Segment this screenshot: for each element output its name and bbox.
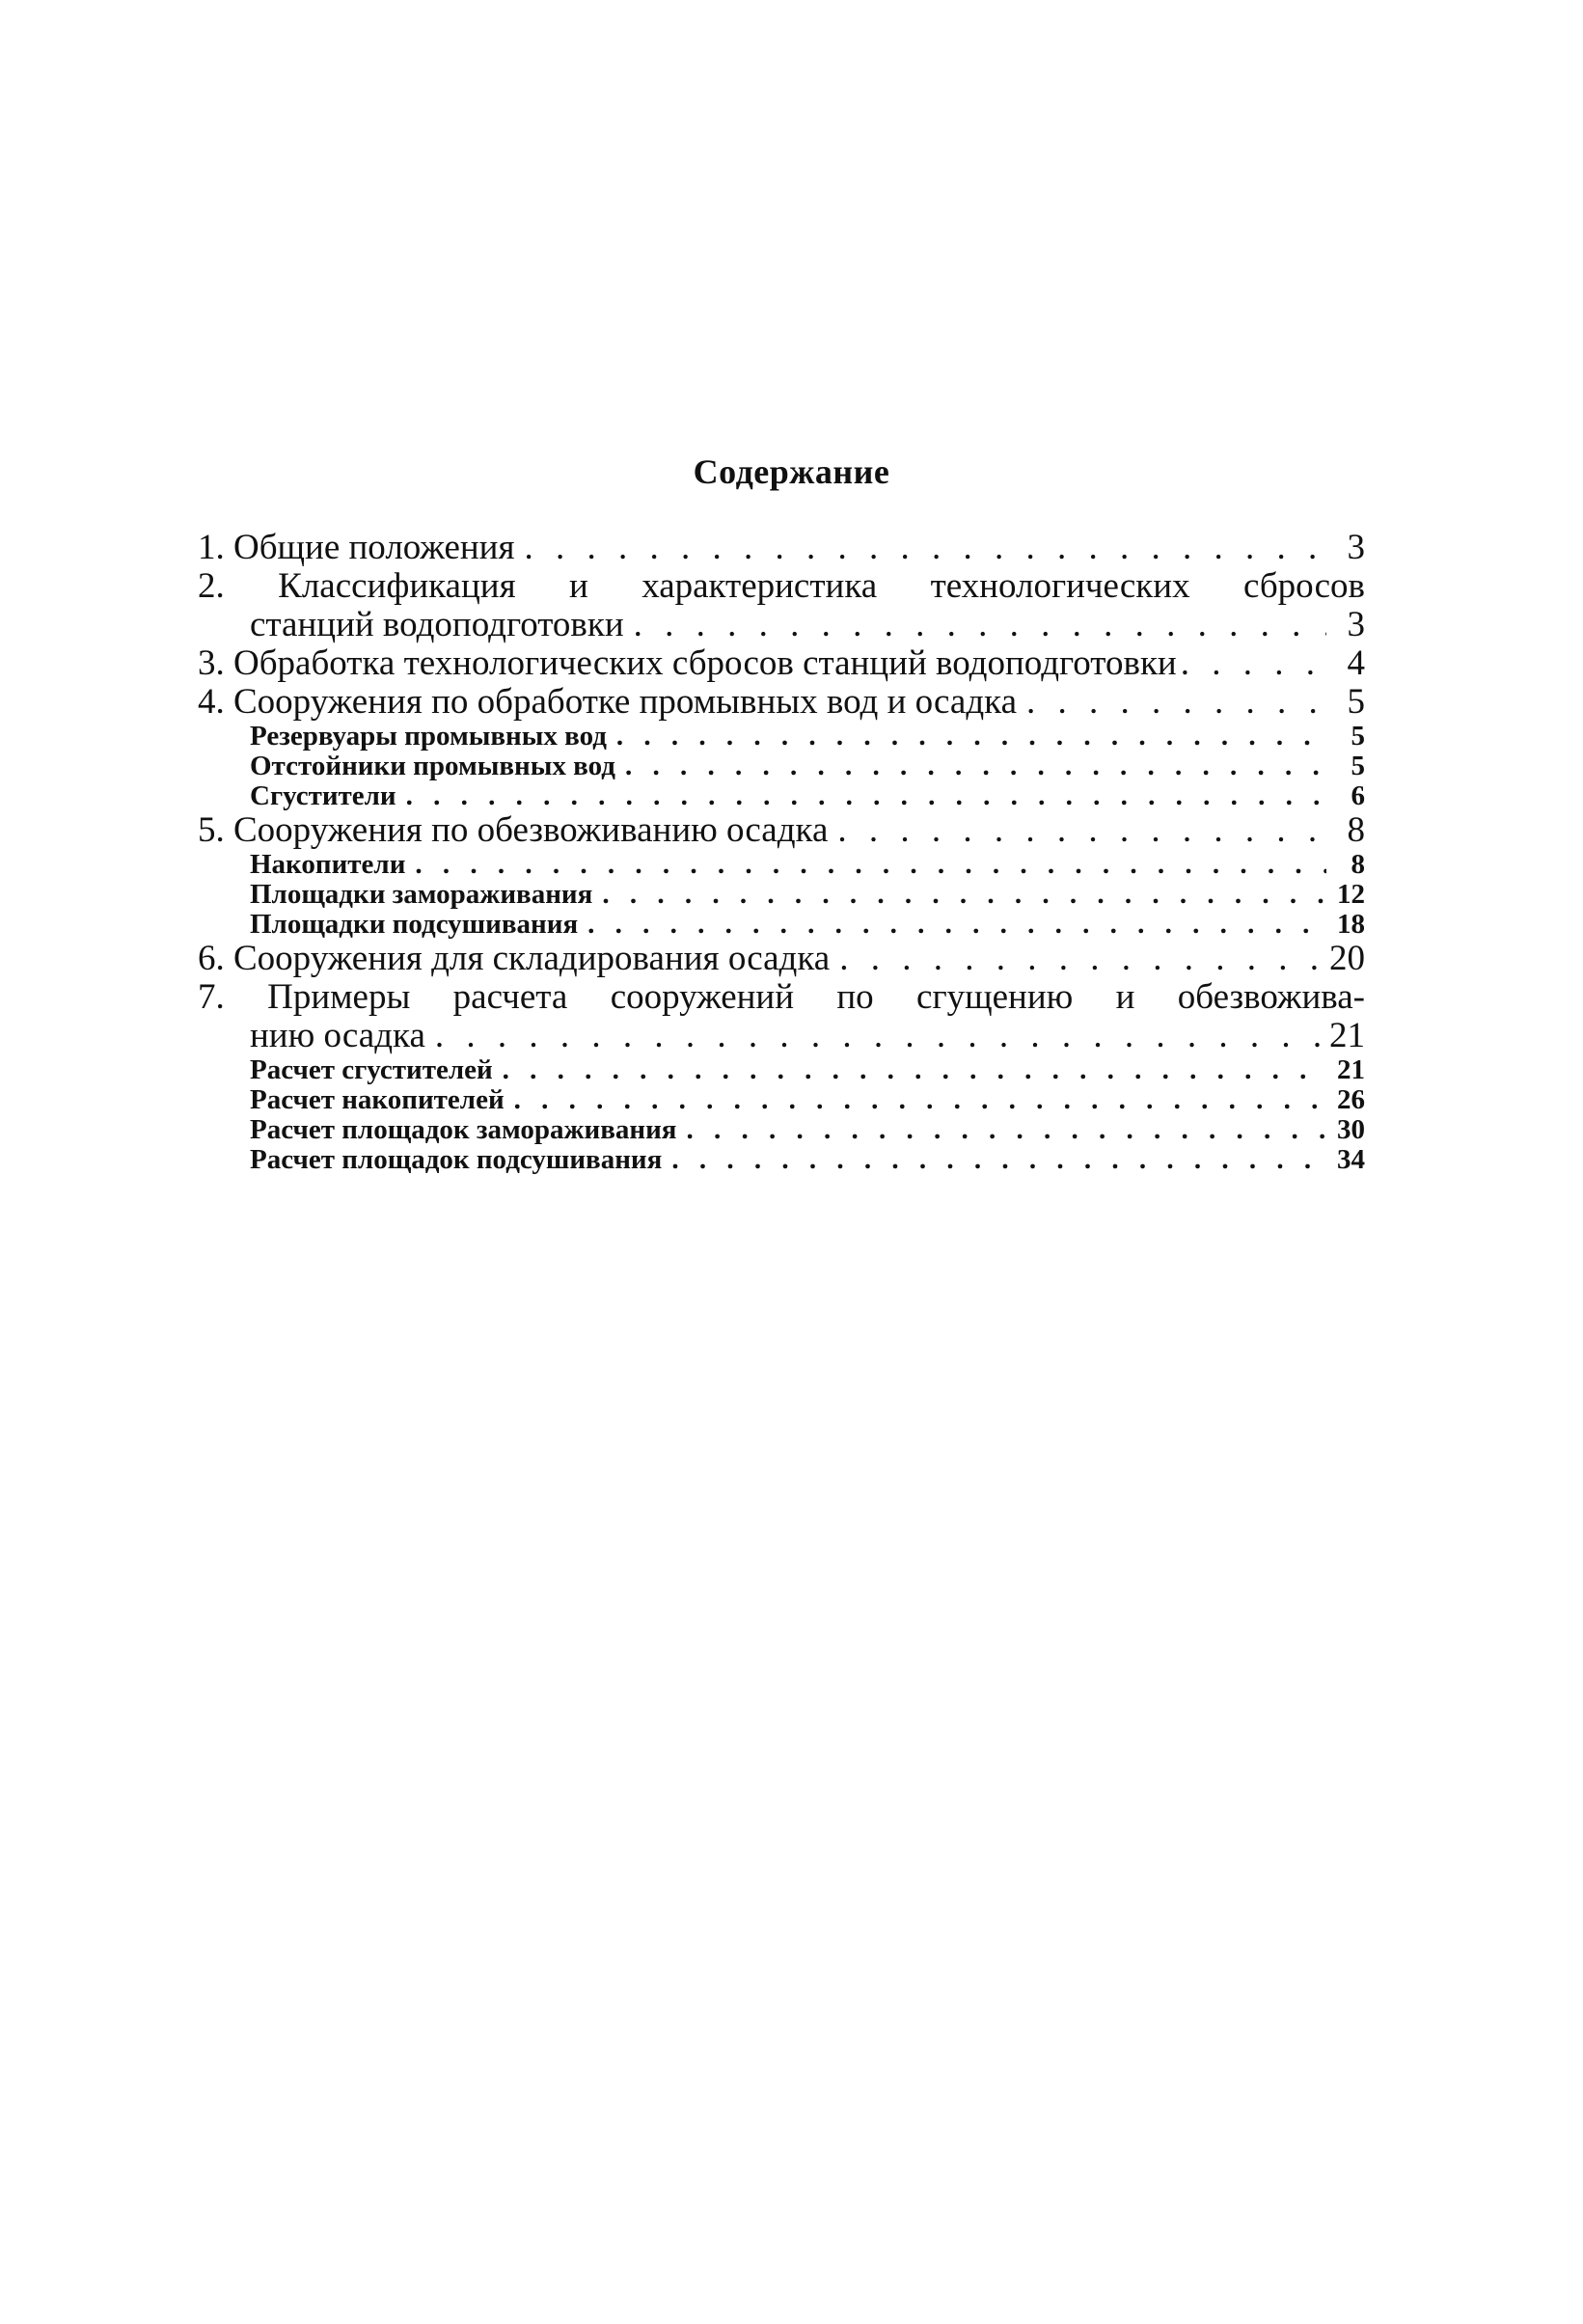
- toc-entry-title: Расчет площадок замораживания: [250, 1114, 677, 1145]
- toc-entry-title: 1. Общие положения: [198, 528, 515, 567]
- dot-leader: [1026, 683, 1326, 722]
- toc-entry-7[interactable]: [198, 1017, 1365, 1055]
- toc-page-number: 8: [1351, 849, 1365, 880]
- table-of-contents: [198, 529, 1365, 1175]
- dot-leader: [602, 880, 1326, 910]
- dot-leader: [503, 1055, 1326, 1085]
- toc-entry-title: Расчет сгустителей: [250, 1054, 493, 1085]
- dot-leader: [837, 811, 1326, 850]
- toc-subentry-calc-thickeners[interactable]: [198, 1055, 1365, 1085]
- dot-leader: [625, 752, 1326, 781]
- toc-page-number: 21: [1337, 1054, 1365, 1085]
- toc-page-number: 5: [1351, 721, 1365, 752]
- toc-entry-title: 4. Сооружения по обработке промывных вод и осадка: [198, 682, 1018, 722]
- dot-leader: [524, 529, 1326, 567]
- page-title: Содержание: [693, 452, 890, 491]
- toc-subentry-accumulators[interactable]: [198, 850, 1365, 880]
- toc-entry-3[interactable]: [198, 644, 1365, 683]
- dot-leader: [435, 1017, 1320, 1055]
- dot-leader: [415, 850, 1326, 880]
- toc-page-number: 18: [1337, 909, 1365, 940]
- toc-entry-title: Сгустители: [250, 780, 396, 811]
- toc-entry-title: 5. Сооружения по обезвоживанию осадка: [198, 810, 829, 850]
- toc-entry-title: Расчет накопителей: [250, 1084, 505, 1115]
- toc-subentry-calc-accumulators[interactable]: [198, 1085, 1365, 1115]
- toc-entry-4[interactable]: [198, 683, 1365, 722]
- toc-page-number: 6: [1351, 780, 1365, 811]
- toc-entry-1[interactable]: [198, 529, 1365, 567]
- toc-page-number: 3: [1347, 528, 1365, 567]
- toc-page-number: 4: [1347, 643, 1365, 683]
- toc-entry-5[interactable]: [198, 811, 1365, 850]
- toc-entry-title: Площадки замораживания: [250, 879, 593, 910]
- dot-leader: [514, 1085, 1326, 1115]
- toc-subentry-calc-freezing-sites[interactable]: [198, 1115, 1365, 1145]
- toc-page-number: 5: [1347, 682, 1365, 722]
- toc-entry-7-line1[interactable]: 7. Примеры расчета сооружений по сгущению и обезвожива-: [198, 977, 1365, 1017]
- toc-subentry-reservoirs[interactable]: [198, 722, 1365, 752]
- toc-entry-6[interactable]: [198, 940, 1365, 978]
- toc-page-number: 34: [1337, 1144, 1365, 1175]
- dot-leader: [686, 1115, 1326, 1145]
- toc-page-number: 26: [1337, 1084, 1365, 1115]
- dot-leader: [634, 606, 1326, 644]
- toc-page-number: 20: [1329, 939, 1365, 978]
- dot-leader: [671, 1145, 1326, 1175]
- toc-page-number: 21: [1329, 1016, 1365, 1055]
- toc-page-number: 3: [1347, 605, 1365, 644]
- toc-page-number: 30: [1337, 1114, 1365, 1145]
- dot-leader: [1181, 644, 1332, 683]
- toc-entry-title: станций водоподготовки: [250, 605, 624, 644]
- toc-page-number: 8: [1347, 810, 1365, 850]
- dot-leader: [587, 910, 1326, 940]
- toc-subentry-freezing-sites[interactable]: [198, 880, 1365, 910]
- toc-entry-title: Отстойники промывных вод: [250, 751, 615, 781]
- toc-entry-title: Расчет площадок подсушивания: [250, 1144, 663, 1175]
- toc-entry-title: 6. Сооружения для складирования осадка: [198, 939, 831, 978]
- dot-leader: [616, 722, 1326, 752]
- toc-subentry-drying-sites[interactable]: [198, 910, 1365, 940]
- dot-leader: [839, 940, 1320, 978]
- toc-entry-title: нию осадка: [250, 1016, 425, 1055]
- dot-leader: [406, 781, 1326, 811]
- toc-page-number: 5: [1351, 751, 1365, 781]
- toc-page-number: 12: [1337, 879, 1365, 910]
- toc-entry-2[interactable]: [198, 606, 1365, 644]
- toc-subentry-settlers[interactable]: [198, 752, 1365, 781]
- toc-subentry-thickeners[interactable]: [198, 781, 1365, 811]
- toc-entry-title: Накопители: [250, 849, 406, 880]
- toc-subentry-calc-drying-sites[interactable]: [198, 1145, 1365, 1175]
- toc-entry-title: 3. Обработка технологических сбросов станций водоподготовки: [198, 643, 1177, 683]
- toc-entry-title: Площадки подсушивания: [250, 909, 579, 940]
- toc-entry-2-line1[interactable]: 2. Классификация и характеристика технологических сбросов: [198, 566, 1365, 606]
- toc-entry-title: Резервуары промывных вод: [250, 721, 607, 752]
